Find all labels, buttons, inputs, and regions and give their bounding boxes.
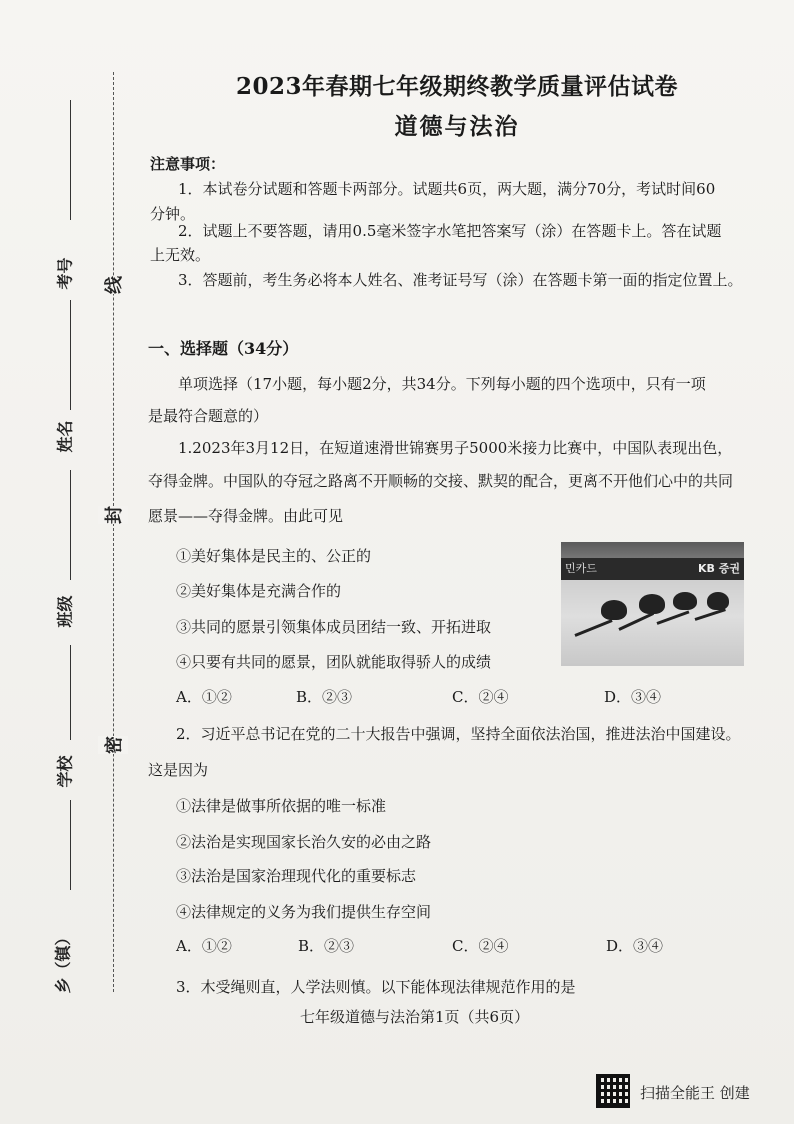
binding-underline-5	[70, 800, 71, 890]
binding-mark-secret: 密	[98, 736, 128, 754]
question-2-statement: ④法律规定的义务为我们提供生存空间	[176, 903, 432, 921]
section-instruction: 单项选择（17小题，每小题2分，共34分。下列每小题的四个选项中，只有一项	[178, 375, 706, 393]
section-heading: 一、选择题（34分）	[148, 339, 299, 358]
question-3-stem: 3．木受绳则直，人学法则慎。以下能体现法律规范作用的是	[176, 978, 576, 996]
binding-mark-line: 线	[98, 276, 128, 294]
skater-leg	[656, 610, 689, 624]
question-1-option-a: A．①②	[176, 688, 232, 706]
photo-banner-left-text: 민카드	[565, 562, 597, 575]
question-1-statement: ③共同的愿景引领集体成员团结一致、开拓进取	[176, 618, 492, 636]
subject-title: 道德与法治	[394, 113, 520, 140]
qr-code-icon	[596, 1074, 630, 1108]
question-2-statement: ③法治是国家治理现代化的重要标志	[176, 867, 417, 885]
binding-underline-2	[70, 300, 71, 410]
binding-mark-seal: 封	[98, 506, 128, 524]
town-label: 乡（镇）	[53, 929, 73, 994]
notice-item: 1．本试卷分试题和答题卡两部分。试题共6页，两大题，满分70分，考试时间60	[178, 180, 716, 198]
notice-item: 分钟。	[150, 205, 196, 223]
question-1-stem: 愿景——夺得金牌。由此可见	[148, 507, 344, 525]
class-label: 班级	[55, 595, 75, 628]
question-2-option-a: A．①②	[176, 937, 232, 955]
notice-item: 3．答题前，考生务必将本人姓名、准考证号写（涂）在答题卡第一面的指定位置上。	[178, 271, 743, 289]
binding-underline-3	[70, 470, 71, 580]
binding-dashed-line	[113, 72, 114, 992]
question-1-option-b: B．②③	[296, 688, 353, 706]
photo-sponsor-banner	[561, 558, 744, 580]
question-1-statement: ①美好集体是民主的、公正的	[176, 547, 372, 565]
question-2-stem: 2．习近平总书记在党的二十大报告中强调，坚持全面依法治国，推进法治中国建设。	[176, 725, 741, 743]
question-2-option-d: D．③④	[606, 937, 664, 955]
page-footer: 七年级道德与法治第1页（共6页）	[300, 1008, 530, 1026]
exam-title: 2023年春期七年级期终教学质量评估试卷	[235, 73, 678, 100]
skater-figure	[601, 600, 627, 620]
notice-item: 上无效。	[150, 246, 211, 264]
section-instruction: 是最符合题意的）	[148, 407, 269, 425]
photo-banner-right-text: KB 증권	[698, 562, 740, 575]
binding-underline-1	[70, 100, 71, 220]
question-2-option-c: C．②④	[452, 937, 509, 955]
notice-item: 2．试题上不要答题，请用0.5毫米签字水笔把答案写（涂）在答题卡上。答在试题	[178, 222, 722, 240]
question-1-statement: ②美好集体是充满合作的	[176, 582, 342, 600]
speed-skating-photo	[561, 542, 744, 666]
skater-figure	[707, 592, 729, 610]
question-1-statement: ④只要有共同的愿景，团队就能取得骄人的成绩	[176, 653, 492, 671]
question-1-stem: 1.2023年3月12日，在短道速滑世锦赛男子5000米接力比赛中，中国队表现出色，	[178, 439, 733, 457]
notice-heading: 注意事项：	[150, 155, 226, 173]
exam-number-label: 考号	[55, 257, 75, 290]
question-1-option-d: D．③④	[604, 688, 662, 706]
school-label: 学校	[55, 755, 75, 788]
question-2-stem: 这是因为	[148, 761, 209, 779]
question-1-option-c: C．②④	[452, 688, 509, 706]
skater-figure	[673, 592, 697, 610]
skater-leg	[695, 608, 726, 621]
skater-leg	[574, 619, 612, 637]
scanner-watermark: 扫描全能王 创建	[640, 1084, 750, 1102]
binding-underline-4	[70, 645, 71, 740]
question-2-statement: ①法律是做事所依据的唯一标准	[176, 797, 387, 815]
question-1-stem: 夺得金牌。中国队的夺冠之路离不开顺畅的交接、默契的配合，更离不开他们心中的共同	[148, 472, 734, 490]
name-label: 姓名	[55, 420, 75, 453]
question-2-statement: ②法治是实现国家长治久安的必由之路	[176, 833, 432, 851]
question-2-option-b: B．②③	[298, 937, 355, 955]
